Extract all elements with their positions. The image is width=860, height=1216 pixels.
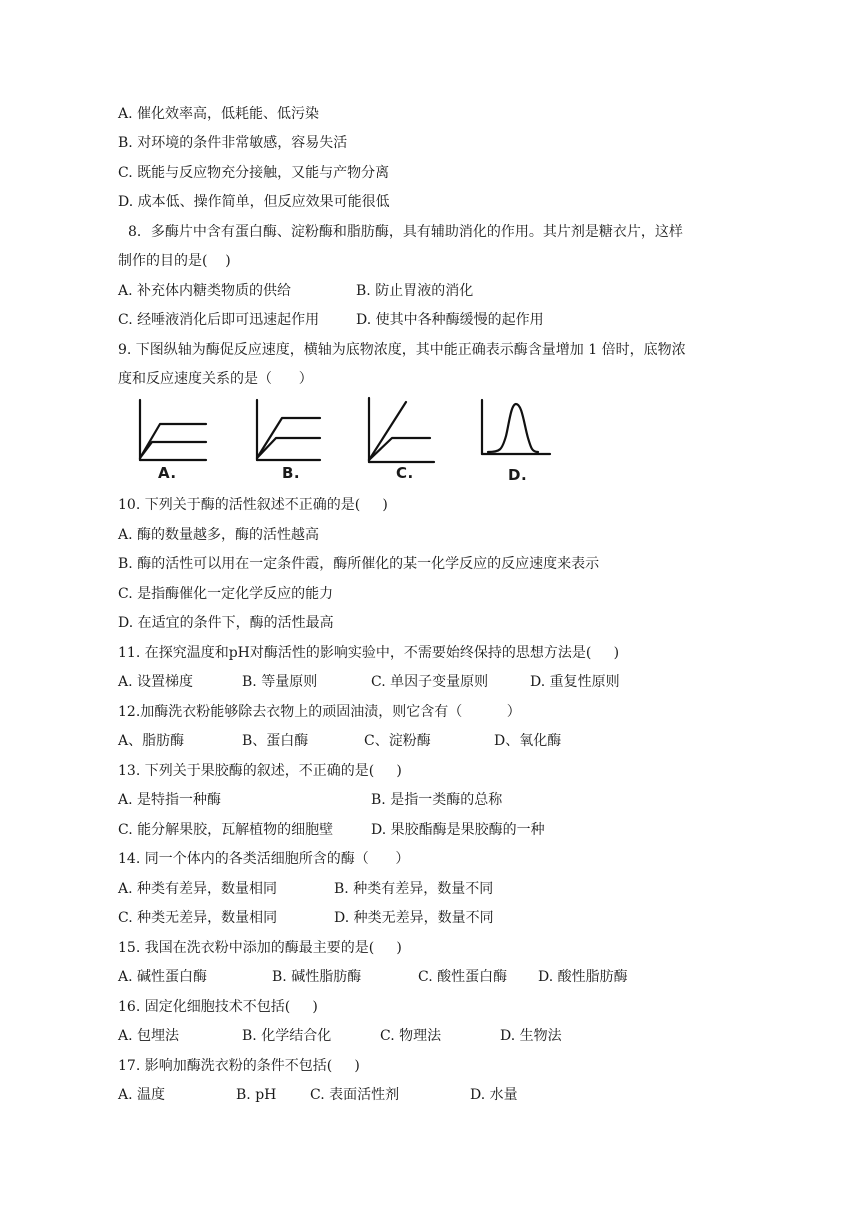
- q15-option-d: D. 酸性脂肪酶: [538, 969, 628, 985]
- q17-option-b: B. pH: [236, 1087, 277, 1103]
- graph-b-label: B.: [282, 464, 301, 482]
- q12-stem: 12.加酶洗衣粉能够除去衣物上的顽固油渍，则它含有（ ）: [118, 704, 521, 720]
- q9-figure: [118, 392, 568, 487]
- q8-option-a: A. 补充体内糖类物质的供给: [118, 283, 292, 299]
- q16-option-a: A. 包埋法: [118, 1028, 180, 1044]
- q8-option-c: C. 经唾液消化后即可迅速起作用: [118, 312, 320, 328]
- q17-option-c: C. 表面活性剂: [310, 1087, 400, 1103]
- q7-option-d: D. 成本低、操作简单，但反应效果可能很低: [118, 194, 390, 210]
- q14-stem: 14. 同一个体内的各类活细胞所含的酶（ ）: [118, 851, 410, 867]
- q8-stem-line1: 8．多酶片中含有蛋白酶、淀粉酶和脂肪酶，具有辅助消化的作用。其片剂是糖衣片，这样: [128, 224, 683, 240]
- q11-option-c: C. 单因子变量原则: [371, 674, 489, 690]
- q14-option-c: C. 种类无差异，数量相同: [118, 910, 278, 926]
- q15-option-a: A. 碱性蛋白酶: [118, 969, 208, 985]
- q7-option-c: C. 既能与反应物充分接触，又能与产物分离: [118, 165, 390, 181]
- q17-option-d: D. 水量: [470, 1087, 518, 1103]
- q12-option-b: B、蛋白酶: [242, 733, 309, 749]
- q11-option-a: A. 设置梯度: [118, 674, 194, 690]
- graph-d-label: D.: [508, 466, 528, 484]
- q10-option-c: C. 是指酶催化一定化学反应的能力: [118, 586, 334, 602]
- q10-option-d: D. 在适宜的条件下，酶的活性最高: [118, 615, 334, 631]
- q10-stem: 10. 下列关于酶的活性叙述不正确的是( ): [118, 497, 388, 513]
- q13-option-b: B. 是指一类酶的总称: [371, 792, 503, 808]
- q12-option-a: A、脂肪酶: [118, 733, 185, 749]
- q13-option-d: D. 果胶酯酶是果胶酶的一种: [371, 822, 545, 838]
- q11-stem: 11. 在探究温度和pH对酶活性的影响实验中，不需要始终保持的思想方法是( ): [118, 645, 620, 661]
- q16-option-d: D. 生物法: [500, 1028, 562, 1044]
- q13-stem: 13. 下列关于果胶酶的叙述，不正确的是( ): [118, 763, 402, 779]
- q16-option-c: C. 物理法: [380, 1028, 442, 1044]
- q10-option-a: A. 酶的数量越多，酶的活性越高: [118, 527, 320, 543]
- q12-option-c: C、淀粉酶: [364, 733, 431, 749]
- q12-option-d: D、氧化酶: [494, 733, 562, 749]
- q7-option-b: B. 对环境的条件非常敏感，容易失活: [118, 135, 348, 151]
- q11-option-b: B. 等量原则: [242, 674, 318, 690]
- q9-stem-line2: 度和反应速度关系的是（ ）: [118, 371, 313, 387]
- q14-option-d: D. 种类无差异，数量不同: [334, 910, 494, 926]
- q9-stem-line1: 9. 下图纵轴为酶促反应速度，横轴为底物浓度，其中能正确表示酶含量增加 1 倍时，底物浓: [118, 342, 686, 358]
- q7-option-a: A. 催化效率高，低耗能、低污染: [118, 106, 320, 122]
- q14-option-b: B. 种类有差异，数量不同: [334, 881, 494, 897]
- q8-option-d: D. 使其中各种酶缓慢的起作用: [356, 312, 544, 328]
- q8-stem-line2: 制作的目的是( ): [118, 253, 231, 269]
- q13-option-a: A. 是特指一种酶: [118, 792, 222, 808]
- q13-option-c: C. 能分解果胶，瓦解植物的细胞壁: [118, 822, 334, 838]
- q15-option-c: C. 酸性蛋白酶: [418, 969, 508, 985]
- graph-a-label: A.: [158, 464, 177, 482]
- q16-option-b: B. 化学结合化: [242, 1028, 332, 1044]
- q15-stem: 15. 我国在洗衣粉中添加的酶最主要的是( ): [118, 940, 402, 956]
- q16-stem: 16. 固定化细胞技术不包括( ): [118, 999, 318, 1015]
- q10-option-b: B. 酶的活性可以用在一定条件霞，酶所催化的某一化学反应的反应速度来表示: [118, 556, 600, 572]
- graph-c-label: C.: [396, 464, 414, 482]
- q17-option-a: A. 温度: [118, 1087, 166, 1103]
- q17-stem: 17. 影响加酶洗衣粉的条件不包括( ): [118, 1058, 360, 1074]
- q8-option-b: B. 防止胃液的消化: [356, 283, 474, 299]
- q14-option-a: A. 种类有差异，数量相同: [118, 881, 278, 897]
- q11-option-d: D. 重复性原则: [530, 674, 620, 690]
- q15-option-b: B. 碱性脂肪酶: [272, 969, 362, 985]
